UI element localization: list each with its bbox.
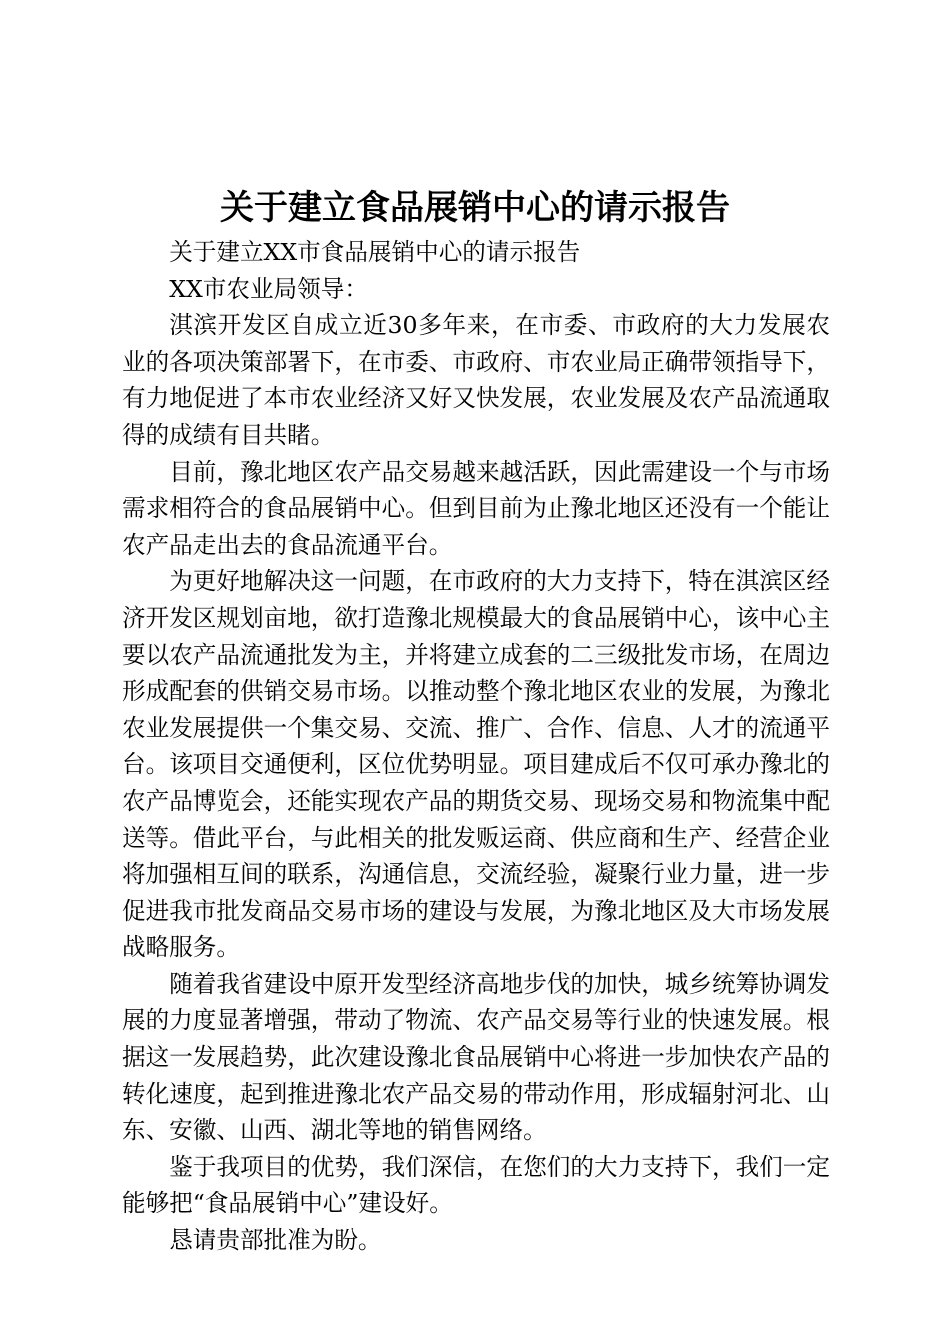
document-title: 关于建立食品展销中心的请示报告 (220, 188, 730, 228)
paragraph: 鉴于我项目的优势，我们深信，在您们的大力支持下，我们一定能够把“食品展销中心”建设好。 (122, 1152, 830, 1218)
paragraph: 目前，豫北地区农产品交易越来越活跃，因此需建设一个与市场需求相符合的食品展销中心。但到目前为止豫北地区还没有一个能让农产品走出去的食品流通平台。 (122, 457, 830, 559)
paragraph: 随着我省建设中原开发型经济高地步伐的加快，城乡统筹协调发展的力度显著增强，带动了物流、农产品交易等行业的快速发展。根据这一发展趋势，此次建设豫北食品展销中心将进一步加快农产品的转化速度，起到推进豫北农产品交易的带动作用，形成辐射河北、山东、安徽、山西、湖北等地的销售网络。 (122, 969, 830, 1145)
paragraph: 淇滨开发区自成立近30多年来，在市委、市政府的大力发展农业的各项决策部署下，在市委、市政府、市农业局正确带领指导下，有力地促进了本市农业经济又好又快发展，农业发展及农产品流通取得的成绩有目共睹。 (122, 311, 830, 449)
salutation: XX市农业局领导： (169, 274, 368, 303)
document-body (122, 234, 830, 1259)
paragraph: 为更好地解决这一问题，在市政府的大力支持下，特在淇滨区经济开发区规划亩地，欲打造豫北规模最大的食品展销中心，该中心主要以农产品流通批发为主，并将建立成套的二三级批发市场，在周边形成配套的供销交易市场。以推动整个豫北地区农业的发展，为豫北农业发展提供一个集交易、交流、推广、合作、信息、人才的流通平台。该项目交通便利，区位优势明显。项目建成后不仅可承办豫北的农产品博览会，还能实现农产品的期货交易、现场交易和物流集中配送等。借此平台，与此相关的批发贩运商、供应商和生产、经营企业将加强相互间的联系，沟通信息，交流经验，凝聚行业力量，进一步促进我市批发商品交易市场的建设与发展，为豫北地区及大市场发展战略服务。 (122, 567, 830, 962)
closing-request: 恳请贵部批准为盼。 (169, 1226, 382, 1255)
subject-line: 关于建立XX市食品展销中心的请示报告 (169, 238, 581, 266)
